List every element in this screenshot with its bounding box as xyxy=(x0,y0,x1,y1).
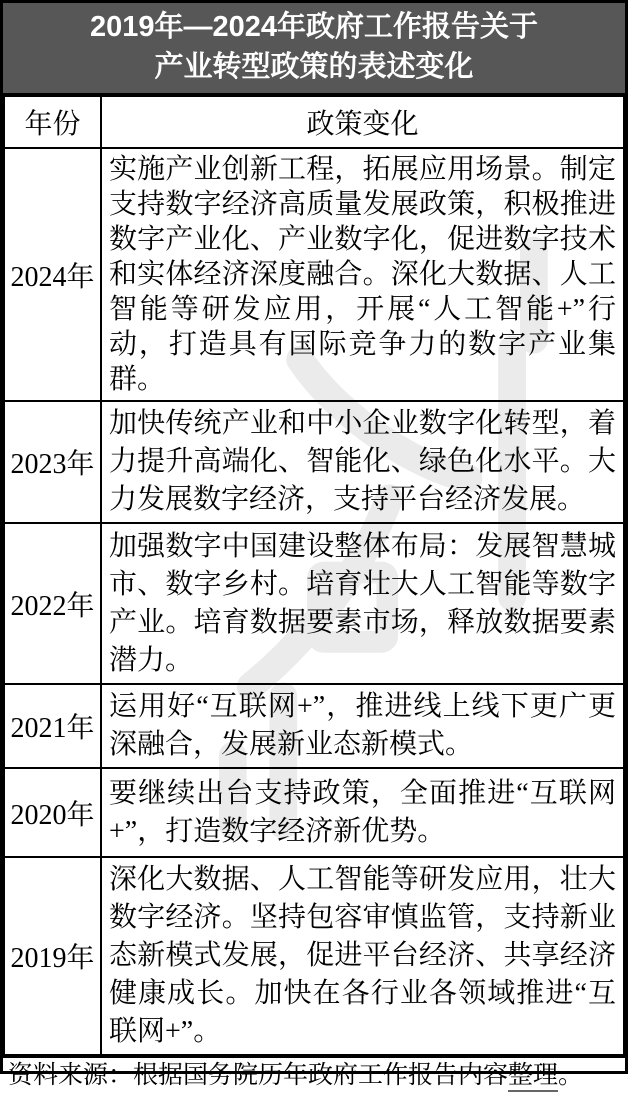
header-year: 年份 xyxy=(4,96,101,148)
title-line-2: 产业转型政策的表述变化 xyxy=(154,51,474,83)
source-underlined-text: 整理 xyxy=(508,1062,558,1092)
year-cell: 2021年 xyxy=(4,684,101,768)
year-cell: 2019年 xyxy=(4,857,101,1055)
policy-cell: 加强数字中国建设整体布局：发展智慧城市、数字乡村。培育壮大人工智能等数字产业。培育数据要素市场，释放数据要素潜力。 xyxy=(101,523,624,684)
source-text: 资料来源：根据国务院历年政府工作报告内容 xyxy=(8,1062,509,1089)
table-row xyxy=(4,684,624,768)
year-cell: 2023年 xyxy=(4,401,101,523)
source-period: 。 xyxy=(558,1062,584,1089)
table-row xyxy=(4,768,624,857)
year-cell: 2022年 xyxy=(4,523,101,684)
policy-cell: 加快传统产业和中小企业数字化转型，着力提升高端化、智能化、绿色化水平。大力发展数字经济，支持平台经济发展。 xyxy=(101,401,624,523)
policy-cell: 实施产业创新工程，拓展应用场景。制定支持数字经济高质量发展政策，积极推进数字产业化、产业数字化，促进数字技术和实体经济深度融合。深化大数据、人工智能等研发应用，开展“人工智能+”行动，打造具有国际竞争力的数字产业集群。 xyxy=(101,148,624,401)
policy-cell: 要继续出台支持政策，全面推进“互联网+”，打造数字经济新优势。 xyxy=(101,768,624,857)
table-row xyxy=(4,523,624,684)
table-row xyxy=(4,148,624,401)
policy-cell: 深化大数据、人工智能等研发应用，壮大数字经济。坚持包容审慎监管，支持新业态新模式发展，促进平台经济、共享经济健康成长。加快在各行业各领域推进“互联网+”。 xyxy=(101,857,624,1055)
policy-cell: 运用好“互联网+”，推进线上线下更广更深融合，发展新业态新模式。 xyxy=(101,684,624,768)
policy-table xyxy=(3,95,625,1056)
table-row xyxy=(4,401,624,523)
header-policy: 政策变化 xyxy=(101,96,624,148)
table-content xyxy=(3,3,625,1089)
table-row xyxy=(4,857,624,1055)
header-row xyxy=(4,96,624,148)
page-title xyxy=(3,3,625,95)
title-line-1: 2019年—2024年政府工作报告关于 xyxy=(89,11,539,43)
source-note xyxy=(3,1056,625,1096)
year-cell: 2024年 xyxy=(4,148,101,401)
year-cell: 2020年 xyxy=(4,768,101,857)
